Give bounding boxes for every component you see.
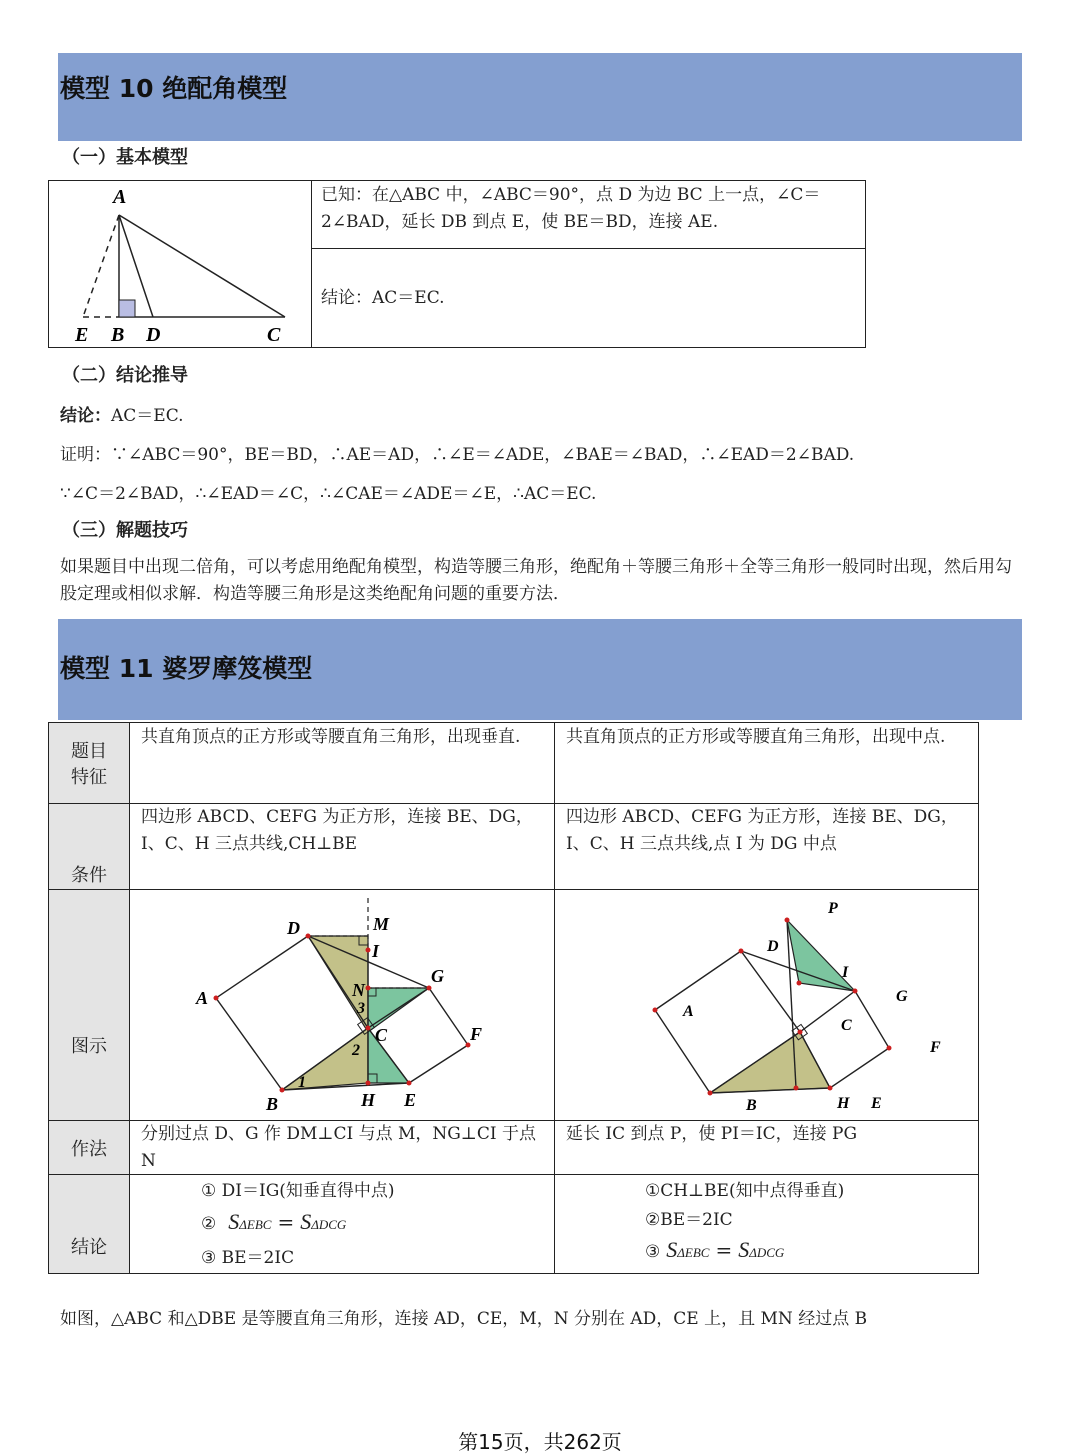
area-sub-dcg: ΔDCG	[311, 1217, 347, 1232]
model11-title: 模型 11 婆罗摩笈模型	[60, 654, 313, 683]
right-label-c: C	[841, 1017, 852, 1034]
left-label-i: I	[372, 941, 380, 961]
area-s-1: S	[228, 1209, 240, 1234]
label-d: D	[146, 324, 161, 346]
left-label-3: 3	[357, 1000, 365, 1017]
left-label-a: A	[196, 988, 209, 1008]
derivation-heading: （二）结论推导	[62, 365, 188, 386]
conditions-right: 四边形 ABCD、CEFG 为正方形，连接 BE、DG，I、C、H 三点共线,点 I 为 DG 中点	[566, 807, 958, 854]
segment-ac	[119, 215, 285, 317]
right-label-b: B	[746, 1097, 757, 1114]
right-label-f: F	[930, 1039, 941, 1056]
row-label-features-line1: 题目	[71, 741, 107, 762]
derivation-conclusion	[60, 401, 184, 426]
area-sub-ebc-r: ΔEBC	[677, 1245, 710, 1260]
area-eq-r: =	[715, 1238, 733, 1262]
method-left: 分别过点 D、G 作 DM⊥CI 与点 M，NG⊥CI 于点 N	[141, 1124, 536, 1171]
problem-text: 如图，△ABC 和△DBE 是等腰直角三角形，连接 AD，CE，M，N 分别在 AD，CE 上，且 MN 经过点 B	[60, 1309, 868, 1329]
segment-ae	[83, 215, 119, 317]
left-label-2: 2	[352, 1042, 360, 1059]
figure-right	[555, 890, 979, 1120]
derivation-conclusion-label: 结论：	[60, 406, 111, 426]
left-label-n: N	[352, 980, 365, 1000]
left-label-b: B	[266, 1094, 279, 1114]
left-label-f: F	[470, 1024, 483, 1044]
page-footer: 第15页，共262页	[458, 1430, 622, 1454]
basic-model-figure	[49, 181, 311, 347]
row-label-conditions: 条件	[71, 865, 107, 886]
conclusion-right-3	[645, 1237, 784, 1263]
proof-line-1: 证明：∵∠ABC＝90°，BE＝BD，∴AE＝AD，∴∠E＝∠ADE，∠BAE＝∠BAD，∴∠EAD＝2∠BAD.	[60, 445, 855, 465]
figure-left	[130, 890, 554, 1120]
area-eq: =	[277, 1210, 295, 1234]
right-label-i: I	[842, 964, 849, 981]
basic-model-table	[48, 180, 866, 348]
right-label-d: D	[767, 938, 779, 955]
area-s-2: S	[300, 1209, 312, 1234]
right-label-g: G	[896, 988, 908, 1005]
label-c: C	[267, 324, 281, 346]
row-label-features	[49, 739, 129, 791]
conclusion-left-3: ③ BE＝2IC	[201, 1248, 295, 1268]
features-right: 共直角顶点的正方形或等腰直角三角形，出现中点.	[566, 727, 946, 747]
model11-banner	[58, 619, 1022, 720]
conclusion-left-2-mark: ②	[201, 1214, 217, 1234]
left-label-d: D	[287, 918, 300, 938]
model10-banner	[58, 53, 1022, 141]
area-s-3: S	[666, 1237, 678, 1262]
method-right: 延长 IC 到点 P，使 PI＝IC，连接 PG	[566, 1124, 858, 1144]
right-label-h: H	[837, 1095, 850, 1112]
conclusion-left-2	[201, 1209, 346, 1235]
proof-line-2: ∵∠C＝2∠BAD，∴∠EAD＝∠C，∴∠CAE＝∠ADE＝∠E，∴AC＝EC.	[60, 484, 597, 504]
left-label-1: 1	[298, 1074, 306, 1091]
row-label-conclusion: 结论	[71, 1237, 107, 1258]
row-label-method: 作法	[71, 1139, 107, 1160]
left-label-m: M	[373, 914, 390, 934]
tips-heading: （三）解题技巧	[62, 520, 188, 541]
basic-conclusion-text: 结论：AC＝EC.	[321, 288, 445, 308]
right-label-e: E	[871, 1095, 882, 1112]
right-angle-mark	[119, 300, 135, 317]
area-s-4: S	[738, 1237, 750, 1262]
left-label-h: H	[361, 1090, 376, 1110]
left-label-g: G	[431, 966, 444, 986]
area-sub-ebc: ΔEBC	[239, 1217, 272, 1232]
right-label-a: A	[683, 1003, 694, 1020]
model11-table	[48, 722, 979, 1274]
derivation-conclusion-value: AC＝EC.	[111, 406, 184, 426]
area-sub-dcg-r: ΔDCG	[749, 1245, 785, 1260]
model10-title: 模型 10 绝配角模型	[60, 74, 288, 103]
conclusion-right-1: ①CH⊥BE(知中点得垂直)	[645, 1181, 845, 1201]
label-a: A	[113, 186, 127, 208]
row-label-features-line2: 特征	[71, 767, 107, 788]
known-text: 已知：在△ABC 中，∠ABC＝90°，点 D 为边 BC 上一点，∠C＝2∠BAD，延长 DB 到点 E，使 BE＝BD，连接 AE.	[321, 185, 821, 232]
triangle-ebc	[710, 1032, 830, 1093]
conditions-left: 四边形 ABCD、CEFG 为正方形，连接 BE、DG，I、C、H 三点共线,CH⊥BE	[141, 807, 533, 854]
conclusion-right-3-mark: ③	[645, 1242, 661, 1262]
conclusion-right-2: ②BE＝2IC	[645, 1210, 733, 1230]
label-b: B	[111, 324, 125, 346]
row-label-figure: 图示	[71, 1036, 107, 1057]
basic-model-heading: （一）基本模型	[62, 147, 188, 168]
label-e: E	[75, 324, 89, 346]
features-left: 共直角顶点的正方形或等腰直角三角形，出现垂直.	[141, 727, 521, 747]
conclusion-left-1: ① DI＝IG(知垂直得中点)	[201, 1181, 395, 1201]
right-label-p: P	[828, 900, 838, 917]
left-label-c: C	[375, 1025, 388, 1045]
left-label-e: E	[404, 1090, 417, 1110]
tips-text: 如果题目中出现二倍角，可以考虑用绝配角模型，构造等腰三角形，绝配角＋等腰三角形＋全等三角形一般同时出现，然后用勾股定理或相似求解．构造等腰三角形是这类绝配角问题的重要方法．	[60, 557, 1012, 604]
